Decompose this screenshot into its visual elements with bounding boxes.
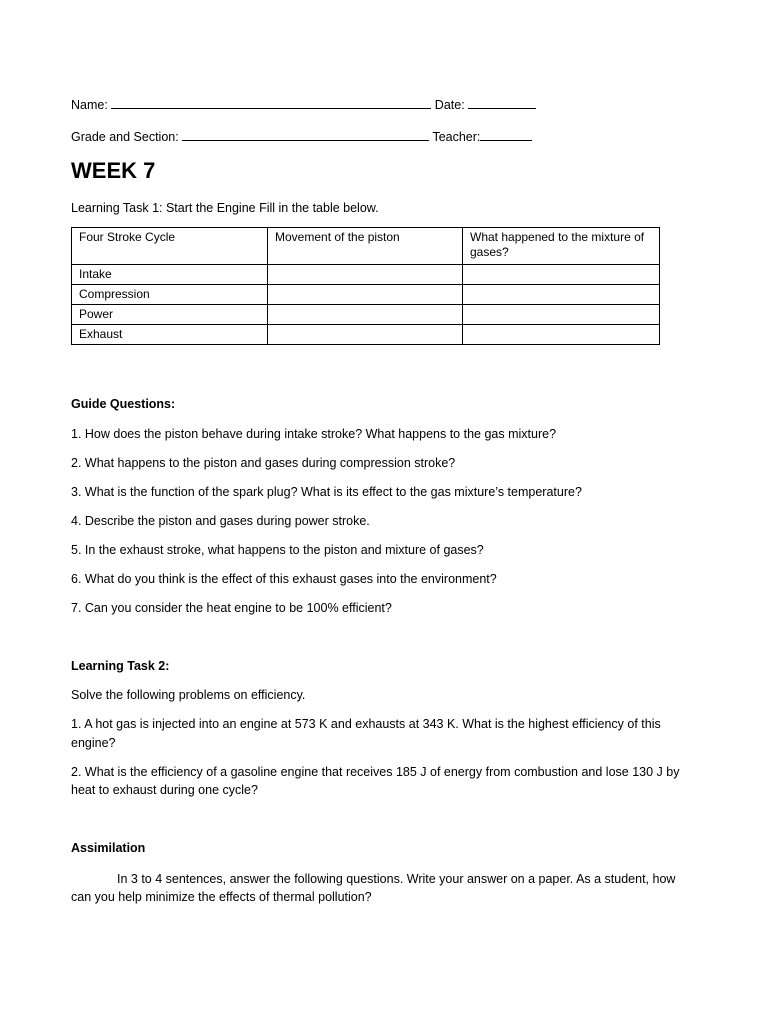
- grade-blank: [182, 127, 429, 141]
- answer-cell[interactable]: [463, 265, 660, 285]
- problem-line: heat to exhaust during one cycle?: [71, 783, 258, 797]
- problem-line: 2. What is the efficiency of a gasoline engine that receives 185 J of energy from combustion and lose 130 J by: [71, 765, 680, 779]
- answer-cell[interactable]: [268, 325, 463, 345]
- week-title: WEEK 7: [71, 158, 156, 183]
- guide-question: 1. How does the piston behave during intake stroke? What happens to the gas mixture?: [71, 427, 557, 441]
- stroke-name: Compression: [72, 285, 268, 305]
- column-header: What happened to the mixture of gases?: [463, 228, 660, 265]
- guide-question: 5. In the exhaust stroke, what happens to the piston and mixture of gases?: [71, 543, 484, 557]
- teacher-label: Teacher:: [432, 130, 481, 144]
- teacher-blank: [480, 127, 532, 141]
- task1-title: Learning Task 1: Start the Engine Fill in the table below.: [71, 201, 379, 215]
- column-header: Movement of the piston: [268, 228, 463, 265]
- table-row: [72, 285, 660, 305]
- date-blank: [468, 95, 536, 109]
- guide-question: 7. Can you consider the heat engine to be 100% efficient?: [71, 601, 392, 615]
- column-header: Four Stroke Cycle: [72, 228, 268, 265]
- problem-line: 1. A hot gas is injected into an engine at 573 K and exhausts at 343 K. What is the highest efficiency of this: [71, 717, 661, 731]
- answer-cell[interactable]: [463, 305, 660, 325]
- four-stroke-table: [71, 227, 660, 345]
- task2-instruction: Solve the following problems on efficiency.: [71, 688, 306, 702]
- assimilation-heading: Assimilation: [71, 841, 146, 855]
- task2-heading: Learning Task 2:: [71, 659, 170, 673]
- guide-question: 3. What is the function of the spark plug? What is its effect to the gas mixture’s temperature?: [71, 485, 582, 499]
- problem-line: engine?: [71, 736, 116, 750]
- answer-cell[interactable]: [268, 285, 463, 305]
- name-label: Name:: [71, 98, 108, 112]
- assimilation-text: can you help minimize the effects of thermal pollution?: [71, 890, 372, 904]
- stroke-name: Power: [72, 305, 268, 325]
- stroke-name: Intake: [72, 265, 268, 285]
- guide-question: 6. What do you think is the effect of this exhaust gases into the environment?: [71, 572, 497, 586]
- name-blank: [111, 95, 431, 109]
- table-row: [72, 265, 660, 285]
- table-header-row: [72, 228, 660, 265]
- table-row: [72, 325, 660, 345]
- name-date-line: [71, 95, 536, 113]
- assimilation-text: In 3 to 4 sentences, answer the following questions. Write your answer on a paper. As a student, how: [117, 872, 676, 886]
- answer-cell[interactable]: [268, 265, 463, 285]
- grade-teacher-line: [71, 127, 532, 145]
- date-label: Date:: [434, 98, 465, 112]
- guide-question: 4. Describe the piston and gases during power stroke.: [71, 514, 370, 528]
- guide-heading: Guide Questions:: [71, 397, 176, 411]
- stroke-name: Exhaust: [72, 325, 268, 345]
- answer-cell[interactable]: [463, 325, 660, 345]
- answer-cell[interactable]: [463, 285, 660, 305]
- guide-question: 2. What happens to the piston and gases during compression stroke?: [71, 456, 456, 470]
- grade-label: Grade and Section:: [71, 130, 179, 144]
- table-row: [72, 305, 660, 325]
- answer-cell[interactable]: [268, 305, 463, 325]
